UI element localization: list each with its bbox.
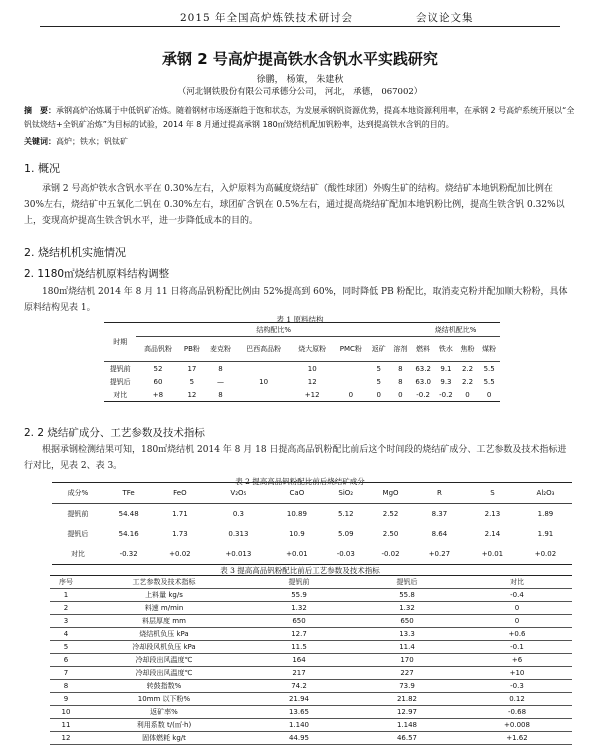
table-1-cell <box>237 388 291 402</box>
abstract-label: 摘 要： <box>24 106 56 115</box>
table-2-cell: +0.013 <box>206 544 270 565</box>
table-2-cell: 8.64 <box>431 530 448 538</box>
table-1-cell: 5 <box>376 377 381 386</box>
table-2-cell: 提钒后 <box>67 530 89 538</box>
table-1-cell: 8 <box>398 364 403 373</box>
table-3-cell: 5 <box>50 641 82 654</box>
table-1-cell: 17 <box>187 364 197 373</box>
table-1-period: 对比 <box>104 388 136 402</box>
table-3-cell: 0.12 <box>462 693 572 706</box>
table-3-cell: 9 <box>50 693 82 706</box>
table-2-col: FeO <box>153 483 206 504</box>
table-3-cell: 10mm 以下粉% <box>82 693 246 706</box>
table-2-cell: 5.09 <box>337 530 354 538</box>
section-1-text: 承钢 2 号高炉铁水含钒水平在 0.30%左右，入炉原料为高碱度烧结矿（酸性球团）外购生矿的结构。烧结矿本地钒粉配加比例在 30%左右，烧结矿中五氧化二钒在 0.30%左右，球团矿含钒在 0.5%左右，通过提高烧结矿配加本地钒粉比例，提高生铁含钒 0.32%以上，变现高炉提高生铁含钒水平，进一步降低成本的目的。 <box>24 184 565 226</box>
table-3-cell: 21.82 <box>352 693 462 706</box>
table-2-cell: +0.01 <box>270 544 323 565</box>
table-3-cell: 13.65 <box>246 706 352 719</box>
running-header <box>40 8 560 27</box>
table-1-cell: 2.2 <box>461 364 474 373</box>
table-1-cell: -0.2 <box>435 388 457 402</box>
table-2-row <box>52 544 572 565</box>
table-3-cell: 烧结机负压 kPa <box>82 628 246 641</box>
table-1-period-header: 时期 <box>104 323 136 362</box>
table-1-cell: 10 <box>307 364 317 373</box>
table-1-cell: — <box>216 377 224 386</box>
table-1-col: 铁水 <box>435 337 457 362</box>
paper-authors: 徐鹏， 杨策， 朱建秋 <box>256 75 344 85</box>
table-3-cell: 冷却段出风温度℃ <box>82 654 246 667</box>
table-1-group-left: 结构配比% <box>136 323 411 337</box>
keywords-text: 高炉；铁水；钒钛矿 <box>56 137 128 146</box>
table-1-cell: 9.1 <box>440 364 452 373</box>
table-2-cell: +0.02 <box>519 544 572 565</box>
table-1-cell: 8 <box>204 388 236 402</box>
table-3-row <box>50 641 572 654</box>
conference-name: 2015 年全国高炉炼铁技术研讨会 <box>180 12 354 24</box>
table-2-cell: 5.12 <box>337 510 354 518</box>
table-3-col: 对比 <box>462 576 572 589</box>
table-3-cell: -0.4 <box>462 589 572 602</box>
table-3-cell: 650 <box>246 615 352 628</box>
table-2-cell: 54.48 <box>118 510 139 518</box>
table-1-cell: 0 <box>478 388 500 402</box>
table-3-cell: 返矿率% <box>82 706 246 719</box>
table-1-caption: 表 1 原料结构 <box>276 315 324 324</box>
section-2-2-text: 根据承钢检测结果可知，180㎡烧结机 2014 年 8 月 18 日提高高品钒粉配比前后这个时间段的烧结矿成分、工艺参数及技术指标进行对比，见表 2、表 3。 <box>24 445 567 471</box>
table-1-cell: 0 <box>390 388 412 402</box>
table-1-row <box>104 362 500 376</box>
table-3-cell: 4 <box>50 628 82 641</box>
table-3-cell: 12.7 <box>246 628 352 641</box>
table-1-cell <box>334 375 368 388</box>
table-1-cell: +12 <box>291 388 334 402</box>
table-3-cell: 8 <box>50 680 82 693</box>
table-1-row <box>104 388 500 402</box>
table-2-cell: -0.02 <box>368 544 413 565</box>
table-3-row <box>50 719 572 732</box>
abstract <box>24 104 576 132</box>
table-2-cell: 1.71 <box>172 510 188 518</box>
table-2-cell: +0.01 <box>466 544 519 565</box>
table-1-col: 溶剂 <box>390 337 412 362</box>
table-2-cell: -0.32 <box>104 544 154 565</box>
table-3-cell: 冷却段出风温度℃ <box>82 667 246 680</box>
table-1-cell: -0.2 <box>411 388 435 402</box>
table-3-cell: 11.4 <box>352 641 462 654</box>
table-3-cell: 固体燃耗 kg/t <box>82 732 246 745</box>
table-2-cell: 1.91 <box>537 530 554 538</box>
table-1-cell: 5.5 <box>483 364 495 373</box>
table-1-cell: 52 <box>153 364 163 373</box>
table-1-cell: 60 <box>153 377 163 386</box>
table-3-row <box>50 693 572 706</box>
table-2-cell: 提钒前 <box>67 510 89 518</box>
table-1-cell: 8 <box>218 364 223 373</box>
table-3-cell: +6 <box>462 654 572 667</box>
section-2-heading: 2. 烧结机机实施情况 <box>24 246 126 259</box>
paper-title: 承钢 2 号高炉提高铁水含钒水平实践研究 <box>162 50 438 68</box>
table-3-cell: -0.1 <box>462 641 572 654</box>
table-1-col: 烧大原粉 <box>291 337 334 362</box>
table-2-cell: 10.9 <box>289 530 305 538</box>
table-1-col: 麦克粉 <box>204 337 236 362</box>
table-1-cell: 8 <box>398 377 403 386</box>
table-1-col: PMC粉 <box>334 337 368 362</box>
table-2-cell: 1.89 <box>537 510 554 518</box>
section-2-1-heading: 2. 1180㎡烧结机原料结构调整 <box>24 268 170 280</box>
table-3-row <box>50 732 572 745</box>
table-3-cell: -0.68 <box>462 706 572 719</box>
table-3-cell: 11 <box>50 719 82 732</box>
table-3-cell: 73.9 <box>352 680 462 693</box>
table-1-cell: 63.2 <box>415 364 431 373</box>
table-1-col: PB粉 <box>180 337 205 362</box>
table-1-cell: 5.5 <box>483 377 495 386</box>
table-3-cell: 1 <box>50 589 82 602</box>
table-3-row <box>50 628 572 641</box>
table-1 <box>104 322 500 402</box>
table-1-col: 焦粉 <box>457 337 479 362</box>
table-2-cell: 2.14 <box>484 530 501 538</box>
table-3-cell: 0 <box>462 615 572 628</box>
table-3-cell: 44.95 <box>246 732 352 745</box>
table-1-row <box>104 375 500 388</box>
table-1-cell <box>237 362 291 376</box>
table-2-col: CaO <box>270 483 323 504</box>
table-3-cell: 1.148 <box>352 719 462 732</box>
table-1-cell <box>334 362 368 376</box>
table-3-row <box>50 615 572 628</box>
table-1-group-right: 烧结机配比% <box>411 323 500 337</box>
table-2-cell: -0.03 <box>323 544 368 565</box>
table-2-row <box>52 524 572 544</box>
keywords <box>24 136 128 147</box>
table-3-cell: 46.57 <box>352 732 462 745</box>
table-2-row <box>52 504 572 525</box>
keywords-label: 关键词： <box>24 137 56 146</box>
table-2-col: 成分% <box>52 483 104 504</box>
table-3-cell: +10 <box>462 667 572 680</box>
table-3-row <box>50 667 572 680</box>
table-3-cell: 11.5 <box>246 641 352 654</box>
table-3-cell: 转鼓指数% <box>82 680 246 693</box>
table-3-cell: 冷却段风机负压 kPa <box>82 641 246 654</box>
table-1-cell: 10 <box>259 377 269 386</box>
table-1-cell: 0 <box>334 388 368 402</box>
table-3-cell: 650 <box>352 615 462 628</box>
table-1-period: 提钒后 <box>109 377 131 386</box>
table-3-cell: 164 <box>246 654 352 667</box>
table-3-row <box>50 654 572 667</box>
table-2-cell: +0.02 <box>153 544 206 565</box>
table-3-row <box>50 589 572 602</box>
table-1-cell: 12 <box>180 388 205 402</box>
table-3-cell: 13.3 <box>352 628 462 641</box>
table-3-cell: -0.3 <box>462 680 572 693</box>
table-2-col: SiO₂ <box>323 483 368 504</box>
table-3-cell: 7 <box>50 667 82 680</box>
table-2-cell: 54.16 <box>118 530 139 538</box>
paper-affiliation: （河北钢铁股份有限公司承德分公司， 河北， 承德， 067002） <box>177 87 423 97</box>
collection-name: 会议论文集 <box>416 12 474 24</box>
table-3-caption: 表 3 提高高品钒粉配比前后工艺参数及技术指标 <box>220 566 380 575</box>
table-2-cell: 2.50 <box>382 530 399 538</box>
section-2-2-heading: 2. 2 烧结矿成分、工艺参数及技术指标 <box>24 427 205 439</box>
table-1-col: 燃料 <box>411 337 435 362</box>
table-3-cell: 3 <box>50 615 82 628</box>
table-3-cell: 料速 m/min <box>82 602 246 615</box>
table-1-cell: 0 <box>457 388 479 402</box>
table-3-cell: 74.2 <box>246 680 352 693</box>
table-3-cell: 12.97 <box>352 706 462 719</box>
abstract-text: 承钢高炉冶炼属于中低钒矿冶炼。随着钢材市场逐渐趋于饱和状态，为发展承钢钒资源优势，提高本地资源利用率，在承钢 2 号高炉系统开展以“全钒钛烧结+全钒矿冶炼”为目标的试验，2014 年 8 月通过提高承钢 180㎡烧结机配加钒粉率，达到提高铁水含钒的目的。 <box>24 106 575 129</box>
table-3 <box>50 575 572 745</box>
table-2-col: V₂O₅ <box>206 483 270 504</box>
table-3-cell: 55.9 <box>246 589 352 602</box>
table-2-col: Al₂O₃ <box>519 483 572 504</box>
table-2-cell: 对比 <box>52 544 104 565</box>
table-1-cell: 5 <box>189 377 195 386</box>
table-2-caption: 表 2 提高高品钒粉配比前后烧结矿成分 <box>235 477 365 486</box>
table-3-cell: +0.008 <box>462 719 572 732</box>
table-3-cell: 1.32 <box>246 602 352 615</box>
table-1-cell: 12 <box>307 377 317 386</box>
table-2-cell: 2.52 <box>382 510 399 518</box>
table-3-cell: 10 <box>50 706 82 719</box>
section-2-1-text: 180㎡烧结机 2014 年 8 月 11 日将高品钒粉配比例由 52%提高到 60%，同时降低 PB 粉配比，取消麦克粉并配加顺大粉粉，具体原料结构见表 1。 <box>24 287 568 313</box>
table-2-col: MgO <box>368 483 413 504</box>
table-3-cell: 上料量 kg/s <box>82 589 246 602</box>
table-2 <box>52 482 572 565</box>
table-3-row <box>50 706 572 719</box>
table-2-col: R <box>413 483 466 504</box>
table-1-cell: 2.2 <box>461 377 474 386</box>
table-3-cell: 55.8 <box>352 589 462 602</box>
table-2-col: TFe <box>104 483 154 504</box>
table-1-col: 高品钒粉 <box>136 337 179 362</box>
table-3-cell: 21.94 <box>246 693 352 706</box>
table-1-cell: 0 <box>368 388 390 402</box>
table-3-cell: 12 <box>50 732 82 745</box>
table-1-col: 煤粉 <box>478 337 500 362</box>
table-3-col: 工艺参数及技术指标 <box>82 576 246 589</box>
table-2-cell: 10.89 <box>286 510 307 518</box>
table-2-cell: +0.27 <box>413 544 466 565</box>
table-3-cell: +1.62 <box>462 732 572 745</box>
table-1-cell: 63.0 <box>415 377 431 386</box>
table-3-cell: +0.6 <box>462 628 572 641</box>
table-1-cell: +8 <box>136 388 179 402</box>
table-3-cell: 6 <box>50 654 82 667</box>
table-3-cell: 217 <box>246 667 352 680</box>
table-3-cell: 2 <box>50 602 82 615</box>
table-2-cell: 1.73 <box>172 530 188 538</box>
table-1-col: 返矿 <box>368 337 390 362</box>
table-3-cell: 0 <box>462 602 572 615</box>
table-3-col: 提钒前 <box>246 576 352 589</box>
table-3-col: 序号 <box>50 576 82 589</box>
table-3-cell: 170 <box>352 654 462 667</box>
table-3-cell: 利用系数 t/(㎡·h) <box>82 719 246 732</box>
table-3-cell: 1.32 <box>352 602 462 615</box>
table-1-col: 巴西高品粉 <box>237 337 291 362</box>
table-1-period: 提钒前 <box>109 364 131 373</box>
table-2-cell: 8.37 <box>431 510 448 518</box>
section-1-heading: 1. 概况 <box>24 162 60 175</box>
table-2-col: S <box>466 483 519 504</box>
table-2-cell: 0.3 <box>232 510 244 518</box>
table-1-cell: 9.3 <box>440 377 452 386</box>
table-3-row <box>50 680 572 693</box>
table-3-row <box>50 602 572 615</box>
table-2-cell: 0.313 <box>228 530 249 538</box>
table-3-cell: 1.140 <box>246 719 352 732</box>
table-3-col: 提钒后 <box>352 576 462 589</box>
table-3-cell: 料层厚度 mm <box>82 615 246 628</box>
table-2-cell: 2.13 <box>484 510 501 518</box>
table-1-cell: 5 <box>376 364 381 373</box>
table-3-cell: 227 <box>352 667 462 680</box>
